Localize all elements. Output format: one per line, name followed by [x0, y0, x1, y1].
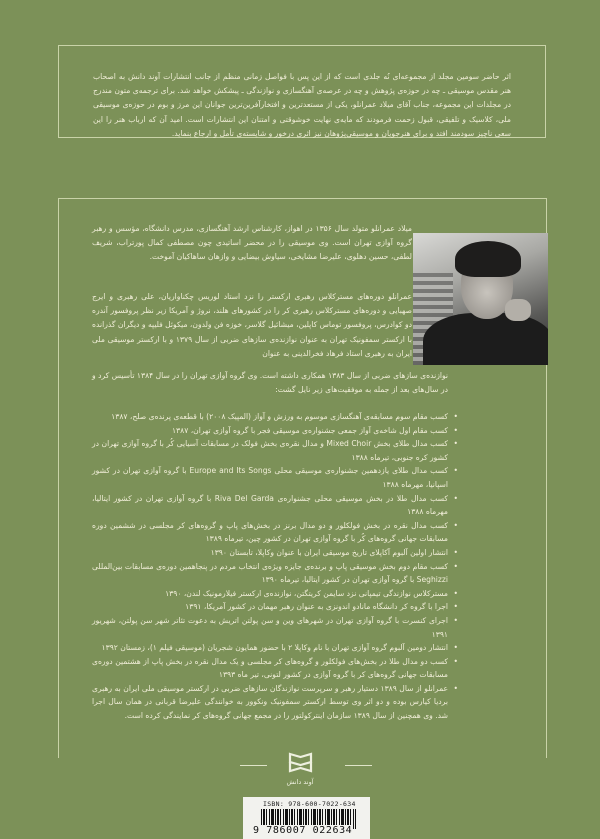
divider-right [345, 765, 372, 766]
publisher-name: آوند دانش [286, 778, 314, 786]
photo-hair [455, 241, 521, 277]
bio-paragraph-2: عمرانلو دوره‌های مسترکلاس رهبری ارکستر را نزد استاد لوریس چکناواریان، علی رهبری و ایرج صهبایی و دوره‌های مسترکلاس رهبری کر را در کشورهای هلند، نروژ و آمریکا زیر نظر پروفسور آندره دو کوادرس، پروفسور توماس کاپلین، میشائیل گلاسر، خوزه فن ولدون، میکوئل فلیپه و دیگران گذرانده با ارکستر سمفونیک تهران به عنوان نوازنده‌ی سازهای ضربی از سال ۱۳۷۹ و با ارکستر موسیقی ملی ایران به رهبری استاد فرهاد فخرالدینی به عنوان [92, 292, 412, 358]
achievements-list [92, 410, 458, 723]
barcode-digits: 9 786007 022634 [253, 825, 353, 836]
bio-paragraph-1: میلاد عمرانلو متولد سال ۱۳۵۶ در اهواز، کارشناس ارشد آهنگسازی، مدرس دانشگاه، مؤسس و رهبر گروه آوازی تهران است. وی موسیقی را در محضر اساتیدی چون مصطفی کمال پورتراب، شریف لطفی، حسین دهلوی، علیرضا مشایخی، سیاوش بیضایی و وازهان ساهاکیان آموخت. [92, 224, 412, 262]
photo-body [423, 313, 548, 365]
bio-paragraph-3: نوازنده‌ی سازهای ضربی از سال ۱۳۸۳ همکاری داشته است. وی گروه آوازی تهران را در سال ۱۳۸۴ تأسیس کرد و در سال‌های بعد از جمله به موفقیت‌های زیر نایل گشت: [92, 371, 449, 395]
list-item: • عمرانلو از سال ۱۳۸۹ دستیار رهبر و سرپرست نوازندگان سازهای ضربی در ارکستر موسیقی ملی ایران به رهبری بردیا کیارس بوده و دو اثر وی توسط ارکستر سمفونیک ونکوور به خوانندگی علیرضا قربانی در همان سال اجرا شد. وی همچنین از سال ۱۳۸۹ سازمان اینترکولتور را در مجمع جهانی گروه‌های کر نمایندگی کرده است. [92, 682, 448, 723]
divider-left [240, 765, 267, 766]
list-item: • اجرا با گروه کر دانشگاه مانادو اندونزی به عنوان رهبر مهمان در کشور آمریکا، ۱۳۹۱ [92, 600, 448, 614]
list-item: • کسب مقام دوم بخش موسیقی پاپ و برنده‌ی جایزه ویژه‌ی انتخاب مردم در پنجاهمین دوره‌ی مسابقات بین‌المللی Seghizzi با گروه آوازی تهران در کشور ایتالیا، تیرماه ۱۳۹۰ [92, 560, 448, 587]
publisher-block [0, 749, 600, 789]
list-item: • مسترکلاس نوازندگی تیمپانی نزد سایمن کریتگتن، نوازنده‌ی ارکستر فیلارمونیک لندن، ۱۳۹۰ [92, 587, 448, 601]
list-item: • کسب مدال طلای بخش Mixed Choir و مدال نقره‌ی بخش فولک در مسابقات آسیایی کُر با گروه آوازی تهران در کشور کره جنوبی، تیرماه ۱۳۸۸ [92, 437, 448, 464]
author-photo [413, 233, 548, 365]
isbn-label: ISBN: 978-600-7022-634 [263, 800, 356, 808]
list-item: • کسب مقام اول شاخه‌ی آواز جمعی جشنواره‌ی موسیقی فجر با گروه آوازی تهران، ۱۳۸۷ [92, 424, 448, 438]
list-item: • انتشار اولین آلبوم آکاپلای تاریخ موسیقی ایران با عنوان وکاپلا، تابستان ۱۳۹۰ [92, 546, 448, 560]
isbn-barcode [243, 797, 370, 839]
list-item: • کسب مدال طلای یازدهمین جشنواره‌ی موسیقی محلی Europe and Its Songs با گروه آوازی تهران در کشور اسپانیا، مهرماه ۱۳۸۸ [92, 464, 448, 491]
list-item: • کسب مدال طلا در بخش موسیقی محلی جشنواره‌ی Riva Del Garda با گروه آوازی تهران در کشور ایتالیا، مهرماه ۱۳۸۸ [92, 492, 448, 519]
list-item: • انتشار دومین آلبوم گروه آوازی تهران با نام وکاپلا ۲ با حضور همایون شجریان (موسیقی فیلم ۱)، زمستان ۱۳۹۲ [92, 641, 448, 655]
book-logo-icon [288, 752, 313, 774]
list-item: • کسب دو مدال طلا در بخش‌های فولکلور و گروه‌های کر مجلسی و یک مدال نقره در بخش پاپ از هشتمین دوره‌ی مسابقات جهانی گروه‌های کر با گروه آوازی در کشور لتونی، تیر ماه ۱۳۹۳ [92, 655, 448, 682]
list-item: • کسب مقام سوم مسابقه‌ی آهنگسازی موسوم به ورزش و آواز (المپیک ۲۰۰۸) با قطعه‌ی پرنده‌ی صلح، ۱۳۸۷ [92, 410, 448, 424]
intro-paragraph: اثر حاضر سومین مجلد از مجموعه‌ای نُه جلدی است که از این پس با فواصل زمانی منظم از جانب انتشارات آوند دانش به اصحاب هنر مقدس موسیقی ـ چه در حوزه‌ی پژوهش و چه در عرصه‌ی آهنگسازی و نوازندگی ـ پیشکش خواهد شد. برای ترجمه‌ی متون مندرج در مجلدات این مجموعه، جناب آقای میلاد عمرانلو، یکی از مستعدترین و افتخارآفرین‌ترین جوانان این مرز و بوم در حوزه‌ی موسیقی ملی، کلاسیک و تلفیقی، قبول زحمت فرمودند که مایه‌ی نهایت خوشوقتی و امتنان این انتشارات است. امید آن که ارباب هنر را این سعی ناچیز سودمند افتد و برای هنرجویان و موسیقی‌پژوهان نیز اثری درخور و شایسته‌ی تأمل و ارجاع بنماید. [93, 72, 511, 138]
photo-hand [505, 299, 531, 321]
list-item: • اجرای کنسرت با گروه آوازی تهران در شهرهای وین و سن پولتن اتریش به دعوت تئاتر شهر سن پولتن، شهریور ۱۳۹۱ [92, 614, 448, 641]
list-item: • کسب مدال نقره در بخش فولکلور و دو مدال برنز در بخش‌های پاپ و گروه‌های کر مجلسی در ششمین دوره مسابقات جهانی گروه‌های کُر با گروه آوازی تهران در کشور چین، تیرماه ۱۳۸۹ [92, 519, 448, 546]
